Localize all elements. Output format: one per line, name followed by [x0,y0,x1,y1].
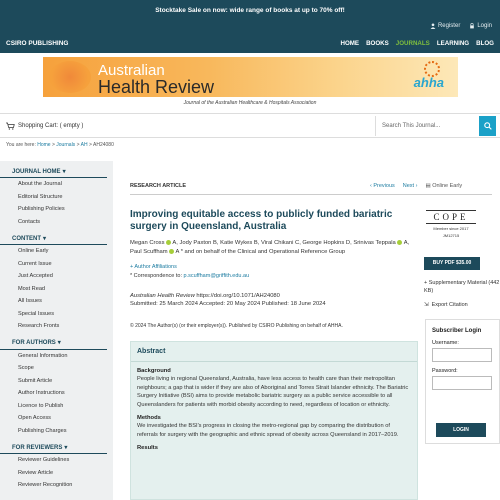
cope-logo[interactable]: COPE Member since 2017 JM12715 [426,210,476,244]
main-nav [341,40,495,47]
copyright: © 2024 The Author(s) (or their employer(s)). Published by CSIRO Publishing on behalf of AHHA. [130,323,343,329]
article-dates: Submitted: 25 March 2024 Accepted: 20 May 2024 Published: 18 June 2024 [130,301,326,307]
subscriber-login-panel [425,319,500,444]
doi-link[interactable]: https://doi.org/10.1071/AH24080 [196,293,280,299]
nav-books[interactable]: BOOKS [366,40,389,47]
breadcrumb-home[interactable]: Home [37,142,51,148]
abstract-panel [130,341,418,500]
login-link[interactable]: Login [469,23,492,29]
abstract-section-text: We investigated the BSI's progress in closing the metro-regional gap by comparing the distribution of referrals for surgery with the geographic and ethnic spread of obesity across Queensland in 2017–2019. [137,423,399,438]
sidebar-item-just-accepted[interactable]: Just Accepted [18,273,53,279]
citation-info [130,292,326,308]
correspondence: * Correspondence to: p.scuffham@griffith.edu.au [130,273,250,279]
nav-home[interactable]: HOME [340,40,360,47]
orcid-icon[interactable] [397,240,402,245]
sidebar-item-online-early[interactable]: Online Early [18,248,49,254]
password-label: Password: [432,368,458,374]
sidebar-item-open-access[interactable]: Open Access [18,415,51,421]
breadcrumb-current: AH24080 [93,142,114,148]
sidebar-item-contacts[interactable]: Contacts [18,218,41,225]
sidebar-heading-journal-home[interactable]: JOURNAL HOME ▾ [0,166,107,178]
export-citation-link[interactable]: ⇲ Export Citation [424,302,468,308]
sidebar-item-policies[interactable]: Publishing Policies [18,206,65,212]
sidebar-item-review-article[interactable]: Review Article [18,469,54,476]
nav-journals[interactable]: JOURNALS [395,40,430,47]
sidebar-item-research-fronts[interactable]: Research Fronts [18,323,60,329]
banner-line1: Australian [98,62,165,79]
banner-graphic [49,61,91,93]
top-header [0,22,500,53]
abstract-heading[interactable]: Abstract [131,342,417,362]
password-field[interactable] [432,376,492,390]
author-affiliations-toggle[interactable]: + Author Affiliations [130,264,177,270]
breadcrumb: You are here: Home > Journals > AH > AH24080 [6,142,114,148]
chevron-down-icon: ▾ [57,340,61,346]
author-list: Megan Cross A, Jody Paxton B, Katie Wykes B, Viral Chikani C, George Hopkins D, Srinivas Teppala A, Paul Scuffham A * and on behalf of the Clinical and Operational Reference Group [130,240,410,255]
divider [130,194,492,195]
search-icon [484,122,492,130]
search-input[interactable]: Search This Journal... [375,116,479,136]
article-nav [370,183,462,189]
sidebar-item-licence[interactable]: Licence to Publish [18,402,64,409]
breadcrumb-journals[interactable]: Journals [56,142,76,148]
previous-link[interactable]: ‹ Previous [370,183,395,189]
orcid-icon[interactable] [166,240,171,245]
nav-blog[interactable]: BLOG [476,40,494,47]
shopping-cart[interactable]: Shopping Cart: ( empty ) [6,122,83,130]
online-early-link[interactable]: ▤ Online Early [425,183,463,189]
sidebar-item-current-issue[interactable]: Current Issue [18,260,52,267]
nav-learning[interactable]: LEARNING [436,40,470,47]
plus-icon: + [424,280,429,286]
sidebar-item-about[interactable]: About the Journal [18,181,62,187]
article-type: RESEARCH ARTICLE [130,183,187,189]
orcid-icon[interactable] [169,249,174,254]
next-link[interactable]: Next › [402,183,418,189]
sidebar-item-submit-article[interactable]: Submit Article [18,377,53,384]
journal-subtitle: Journal of the Australian Healthcare & Hospitals Association [183,100,317,106]
sidebar-item-most-read[interactable]: Most Read [18,285,46,292]
sidebar-item-reviewer-guidelines[interactable]: Reviewer Guidelines [18,457,70,463]
cart-search-bar [0,113,500,138]
sidebar-item-author-instructions[interactable]: Author Instructions [18,390,65,396]
promo-banner[interactable]: Stocktake Sale on now: wide range of books at up to 70% off! [0,0,500,22]
username-field[interactable] [432,348,492,362]
abstract-section-title: Background [137,368,171,374]
chevron-down-icon: ▾ [64,444,68,451]
abstract-section-title: Results [137,445,158,451]
sidebar-item-special-issues[interactable]: Special Issues [18,310,55,317]
export-icon: ⇲ [424,302,429,308]
sidebar-heading-content[interactable]: CONTENT ▾ [0,233,107,245]
banner-line2: Health Review [98,77,215,97]
cart-icon [6,122,15,130]
document-icon: ▤ [425,183,431,189]
journal-name: Australian Health Review [130,293,195,299]
sidebar-heading-for-reviewers[interactable]: FOR REVIEWERS ▾ [0,442,107,454]
correspondence-email[interactable]: p.scuffham@griffith.edu.au [183,273,250,279]
sidebar-item-reviewer-recognition[interactable]: Reviewer Recognition [18,482,73,488]
sidebar-item-publishing-charges[interactable]: Publishing Charges [18,427,67,434]
chevron-down-icon: ▾ [62,168,66,175]
abstract-section-title: Methods [137,415,161,421]
sidebar-item-general-info[interactable]: General Information [18,352,68,359]
abstract-section-text: People living in regional Queensland, Australia, have less access to health care than their metropolitan neighbours; a gap that is wider if they are also of Aboriginal and Torres Strait Islander ethnicity. The Bariatric Surgery Initiative (BSI) aims to provide metabolic bariatric surgery as a public service accessible to all Queenslanders for patients with morbid obesity according to need, regardless of location or ethnicity. [137,376,409,408]
brand-logo[interactable]: CSIRO PUBLISHING [6,40,69,47]
search-button[interactable] [479,116,496,136]
article-title: Improving equitable access to publicly funded bariatric surgery in Queensland, Australia [130,209,393,232]
user-icon [430,23,436,29]
username-label: Username: [432,340,459,346]
sidebar-item-editorial[interactable]: Editorial Structure [18,193,63,200]
chevron-down-icon: ▾ [43,235,47,242]
register-link[interactable]: Register [430,23,460,29]
login-button[interactable]: LOGIN [436,423,486,437]
sidebar-item-all-issues[interactable]: All Issues [18,298,42,304]
supplementary-material-link[interactable]: + Supplementary Material (442 KB) [424,280,500,294]
author-link[interactable]: Megan Cross [130,240,165,246]
login-heading: Subscriber Login [432,328,482,334]
lock-icon [469,23,475,29]
ahha-logo: ahha [413,75,444,90]
sidebar [0,161,113,500]
account-links [430,23,492,29]
sidebar-item-scope[interactable]: Scope [18,365,34,371]
breadcrumb-ah[interactable]: AH [80,142,88,148]
sidebar-heading-for-authors[interactable]: FOR AUTHORS ▾ [0,338,107,350]
buy-pdf-button[interactable]: BUY PDF $35.00 [424,257,480,270]
journal-banner-image[interactable] [43,57,458,97]
